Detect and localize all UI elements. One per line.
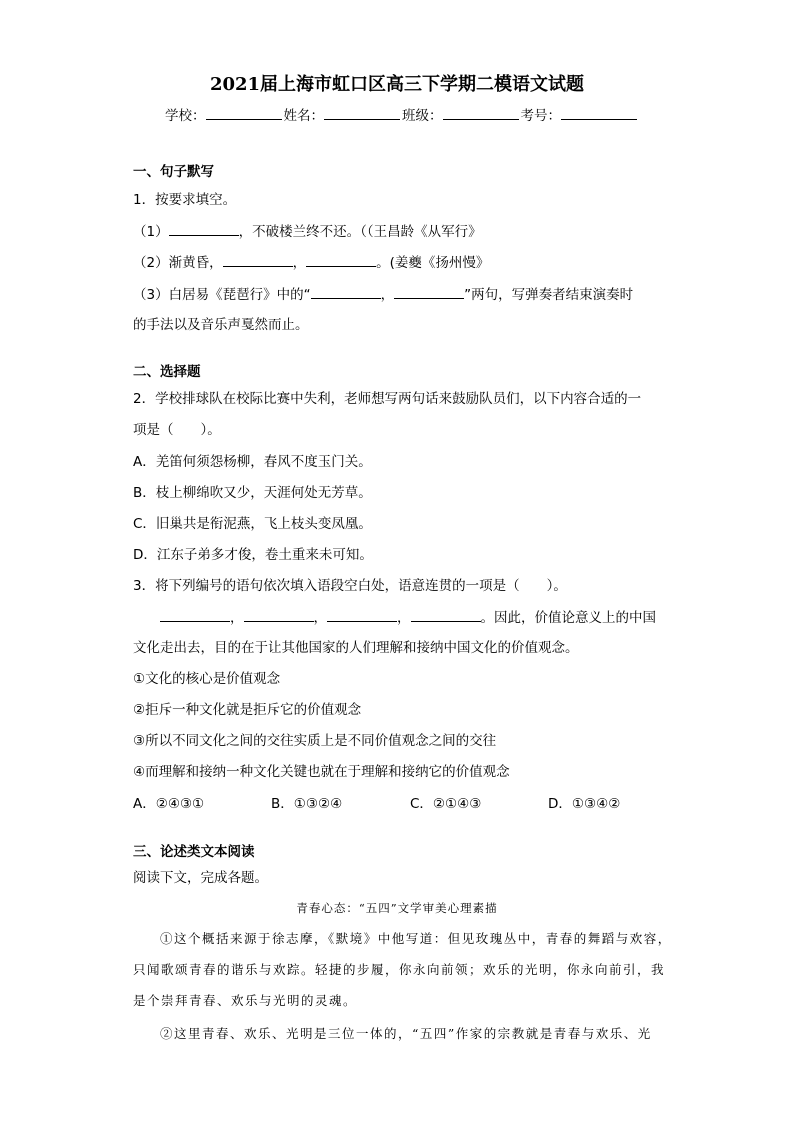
question-2: 2．学校排球队在校际比赛中失利，老师想写两句话来鼓励队员们，以下内容合适的一 [133, 391, 642, 407]
school-field[interactable] [206, 105, 282, 120]
q1-part1: （1） ，不破楼兰终不还。（（王昌龄《从军行》 [133, 221, 482, 242]
option-d[interactable]: D．江东子弟多才俊，卷土重来未可知。 [133, 547, 373, 563]
statement-4: ④而理解和接纳一种文化关键也就在于理解和接纳它的价值观念 [133, 764, 510, 780]
page-title: 2021届上海市虹口区高三下学期二模语文试题 [209, 74, 585, 95]
answer-blank[interactable] [169, 221, 239, 236]
article-paragraph-1-cont: 只闻歌颂青春的谐乐与欢踪。轻捷的步履，你永向前领；欢乐的光明，你永向前引，我 [133, 962, 666, 977]
answer-blank[interactable] [311, 284, 381, 299]
number-field[interactable] [561, 105, 637, 120]
answer-blank[interactable] [306, 252, 376, 267]
section-heading-2: 二、选择题 [133, 364, 201, 380]
article-paragraph-2: ②这里青春、欢乐、光明是三位一体的，“五四”作家的宗教就是青春与欢乐、光 [160, 1026, 652, 1041]
student-info-row [165, 104, 637, 124]
number-label: 考号： [520, 108, 561, 124]
answer-blank[interactable] [327, 607, 397, 622]
q3-option-a[interactable]: A．②④③① [133, 796, 205, 812]
option-c[interactable]: C．旧巢共是衔泥燕，飞上枝头变凤凰。 [133, 516, 372, 532]
q1-part2: （2）渐黄昏， ， 。(姜夔《扬州慢》 [133, 252, 489, 273]
q3-option-d[interactable]: D．①③④② [548, 796, 621, 812]
name-field[interactable] [324, 105, 400, 120]
q3-passage-cont: 文化走出去，目的在于让其他国家的人们理解和接纳中国文化的价值观念。 [133, 640, 579, 656]
section-heading-1: 一、句子默写 [133, 164, 214, 180]
article-paragraph-1: ①这个概括来源于徐志摩，《默境》中他写道：但见玫瑰丛中，青春的舞蹈与欢容， [160, 931, 672, 946]
statement-3: ③所以不同文化之间的交往实质上是不同价值观念之间的交往 [133, 733, 497, 749]
question-2-cont: 项是（ ）。 [133, 422, 221, 438]
q3-option-b[interactable]: B．①③②④ [271, 796, 343, 812]
answer-blank[interactable] [244, 607, 314, 622]
answer-blank[interactable] [411, 607, 481, 622]
class-label: 班级： [402, 108, 443, 124]
class-field[interactable] [443, 105, 519, 120]
article-title: 青春心态：“五四”文学审美心理素描 [296, 901, 498, 915]
statement-2: ②拒斥一种文化就是拒斥它的价值观念 [133, 702, 362, 718]
question-3: 3．将下列编号的语句依次填入语段空白处，语意连贯的一项是（ ）。 [133, 578, 567, 594]
question-1: 1．按要求填空。 [133, 192, 237, 208]
name-label: 姓名： [283, 108, 324, 124]
statement-1: ①文化的核心是价值观念 [133, 671, 281, 687]
option-a[interactable]: A．羌笛何须怨杨柳，春风不度玉门关。 [133, 454, 372, 470]
answer-blank[interactable] [394, 284, 464, 299]
section-heading-3: 三、论述类文本阅读 [133, 844, 255, 860]
article-paragraph-1-end: 是个崇拜青春、欢乐与光明的灵魂。 [133, 993, 358, 1008]
answer-blank[interactable] [160, 607, 230, 622]
answer-blank[interactable] [223, 252, 293, 267]
q1-part3: （3）白居易《琵琶行》中的“ ， ”两句，写弹奏者结束演奏时 [133, 284, 633, 305]
option-b[interactable]: B．枝上柳绵吹又少，天涯何处无芳草。 [133, 485, 372, 501]
school-label: 学校： [165, 108, 206, 124]
q3-passage: ， ， ， 。因此，价值论意义上的中国 [160, 607, 656, 628]
q3-option-c[interactable]: C．②①④③ [410, 796, 482, 812]
reading-instruction: 阅读下文，完成各题。 [133, 870, 268, 886]
q1-part3-cont: 的手法以及音乐声戛然而止。 [133, 317, 309, 333]
